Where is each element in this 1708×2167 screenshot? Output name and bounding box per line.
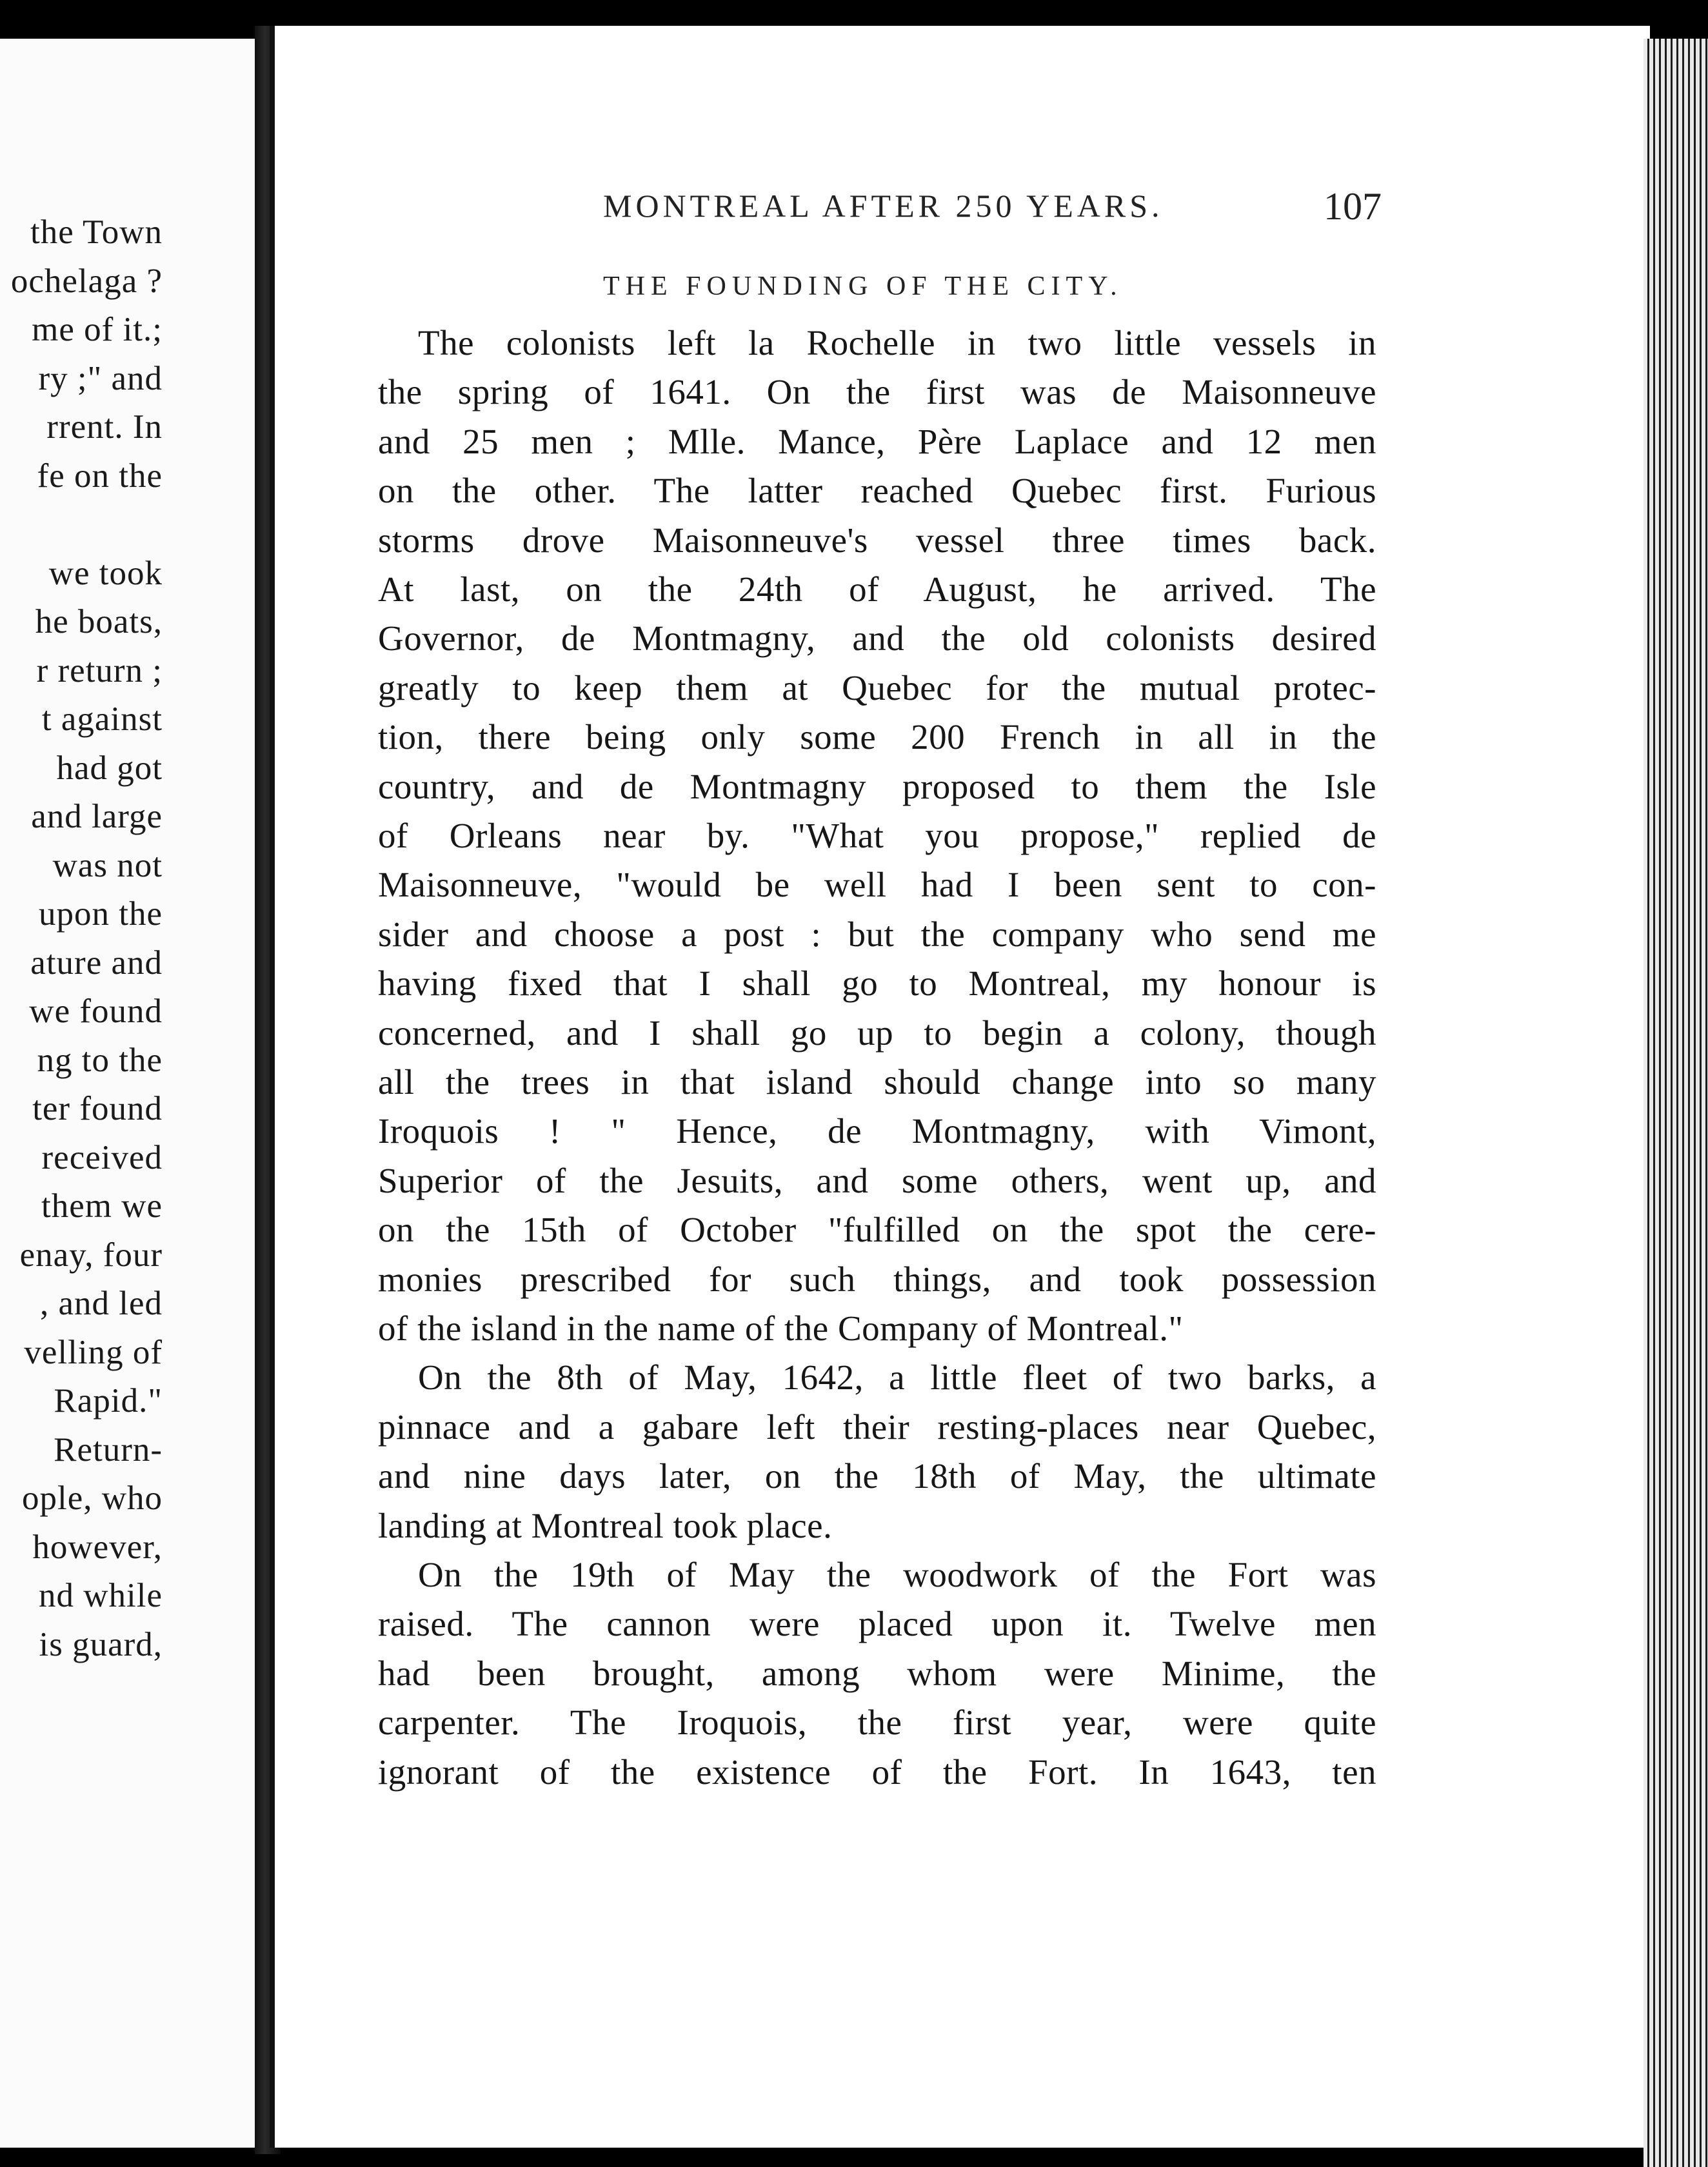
facing-page-line: however, <box>32 1528 163 1566</box>
facing-page-line: them we <box>41 1187 163 1225</box>
text-line: On the 8th of May, 1642, a little fleet of two barks, a <box>418 1358 1376 1398</box>
text-line: of the island in the name of the Company of Montreal." <box>378 1309 1184 1348</box>
text-line: Maisonneuve, "would be well had I been sent to con- <box>378 865 1376 905</box>
text-line: The colonists left la Rochelle in two little vessels in <box>418 323 1376 362</box>
text-line: On the 19th of May the woodwork of the Fort was <box>418 1555 1376 1594</box>
text-line: on the other. The latter reached Quebec first. Furious <box>378 471 1376 511</box>
facing-page-line: we took <box>48 554 163 592</box>
facing-page-line: ng to the <box>37 1041 163 1079</box>
facing-page-line: nd while <box>39 1577 163 1614</box>
facing-page-line: t against <box>41 700 163 738</box>
facing-page-line: ople, who <box>21 1479 163 1517</box>
text-line: on the 15th of October "fulfilled on the spot the cere- <box>378 1210 1376 1250</box>
text-line: concerned, and I shall go up to begin a colony, though <box>378 1013 1376 1053</box>
facing-page-line: the Town <box>30 213 163 251</box>
facing-page-line: had got <box>56 749 163 787</box>
text-line: landing at Montreal took place. <box>378 1505 833 1545</box>
text-line: Governor, de Montmagny, and the old colonists desired <box>378 618 1376 658</box>
facing-page-line: upon the <box>39 895 163 933</box>
text-line: sider and choose a post : but the company who send me <box>378 914 1376 954</box>
facing-page-line: was not <box>52 846 163 884</box>
facing-page-line: he boats, <box>35 603 163 640</box>
facing-page-line: ature and <box>30 944 163 982</box>
text-line: of Orleans near by. "What you propose," replied de <box>378 816 1376 855</box>
text-line: country, and de Montmagny proposed to them the Isle <box>378 766 1376 806</box>
facing-page-line: me of it.; <box>32 311 163 348</box>
facing-page-line: , and led <box>39 1285 163 1322</box>
page-number: 107 <box>1324 185 1382 228</box>
facing-page-line: ter found <box>32 1090 163 1127</box>
text-line: monies prescribed for such things, and took possession <box>378 1259 1376 1299</box>
facing-page-line: we found <box>29 993 163 1030</box>
page-edge-stack <box>1643 39 1708 2167</box>
text-line: carpenter. The Iroquois, the first year, were quite <box>378 1703 1376 1743</box>
facing-page-line: and large <box>31 798 163 835</box>
text-line: and 25 men ; Mlle. Mance, Père Laplace and 12 men <box>378 421 1376 461</box>
text-line: At last, on the 24th of August, he arrived. The <box>378 569 1376 609</box>
facing-page-line: rrent. In <box>46 408 163 446</box>
text-line: storms drove Maisonneuve's vessel three times back. <box>378 520 1376 560</box>
text-line: and nine days later, on the 18th of May, the ultimate <box>378 1456 1376 1496</box>
section-title: THE FOUNDING OF THE CITY. <box>603 272 1123 301</box>
facing-page-line: r return ; <box>36 651 163 689</box>
facing-page-line: Rapid." <box>54 1382 163 1420</box>
facing-page-line: fe on the <box>37 457 163 495</box>
facing-page-line: ry ;" and <box>38 359 163 397</box>
facing-page-line: received <box>41 1138 163 1176</box>
text-line: all the trees in that island should change into so many <box>378 1062 1376 1102</box>
facing-page-fragment <box>0 39 255 2148</box>
text-line: having fixed that I shall go to Montreal, my honour is <box>378 964 1376 1004</box>
text-line: tion, there being only some 200 French in all in the <box>378 717 1376 757</box>
facing-page-line: is guard, <box>39 1625 163 1663</box>
facing-page-line: ochelaga ? <box>10 262 163 300</box>
facing-page-line: Return- <box>54 1430 163 1469</box>
text-line: raised. The cannon were placed upon it. Twelve men <box>378 1604 1376 1644</box>
text-line: had been brought, among whom were Minime, the <box>378 1653 1376 1693</box>
text-line: ignorant of the existence of the Fort. In 1643, ten <box>378 1752 1376 1792</box>
running-head: MONTREAL AFTER 250 YEARS. <box>603 188 1164 224</box>
facing-page-line: enay, four <box>19 1236 163 1274</box>
text-line: Iroquois ! " Hence, de Montmagny, with Vimont, <box>378 1111 1376 1151</box>
text-line: greatly to keep them at Quebec for the mutual protec- <box>378 668 1376 707</box>
text-line: pinnace and a gabare left their resting-places near Quebec, <box>378 1407 1376 1447</box>
text-line: Superior of the Jesuits, and some others, went up, and <box>378 1160 1376 1200</box>
facing-page-line: velling of <box>24 1333 163 1371</box>
text-line: the spring of 1641. On the first was de Maisonneuve <box>378 372 1376 412</box>
